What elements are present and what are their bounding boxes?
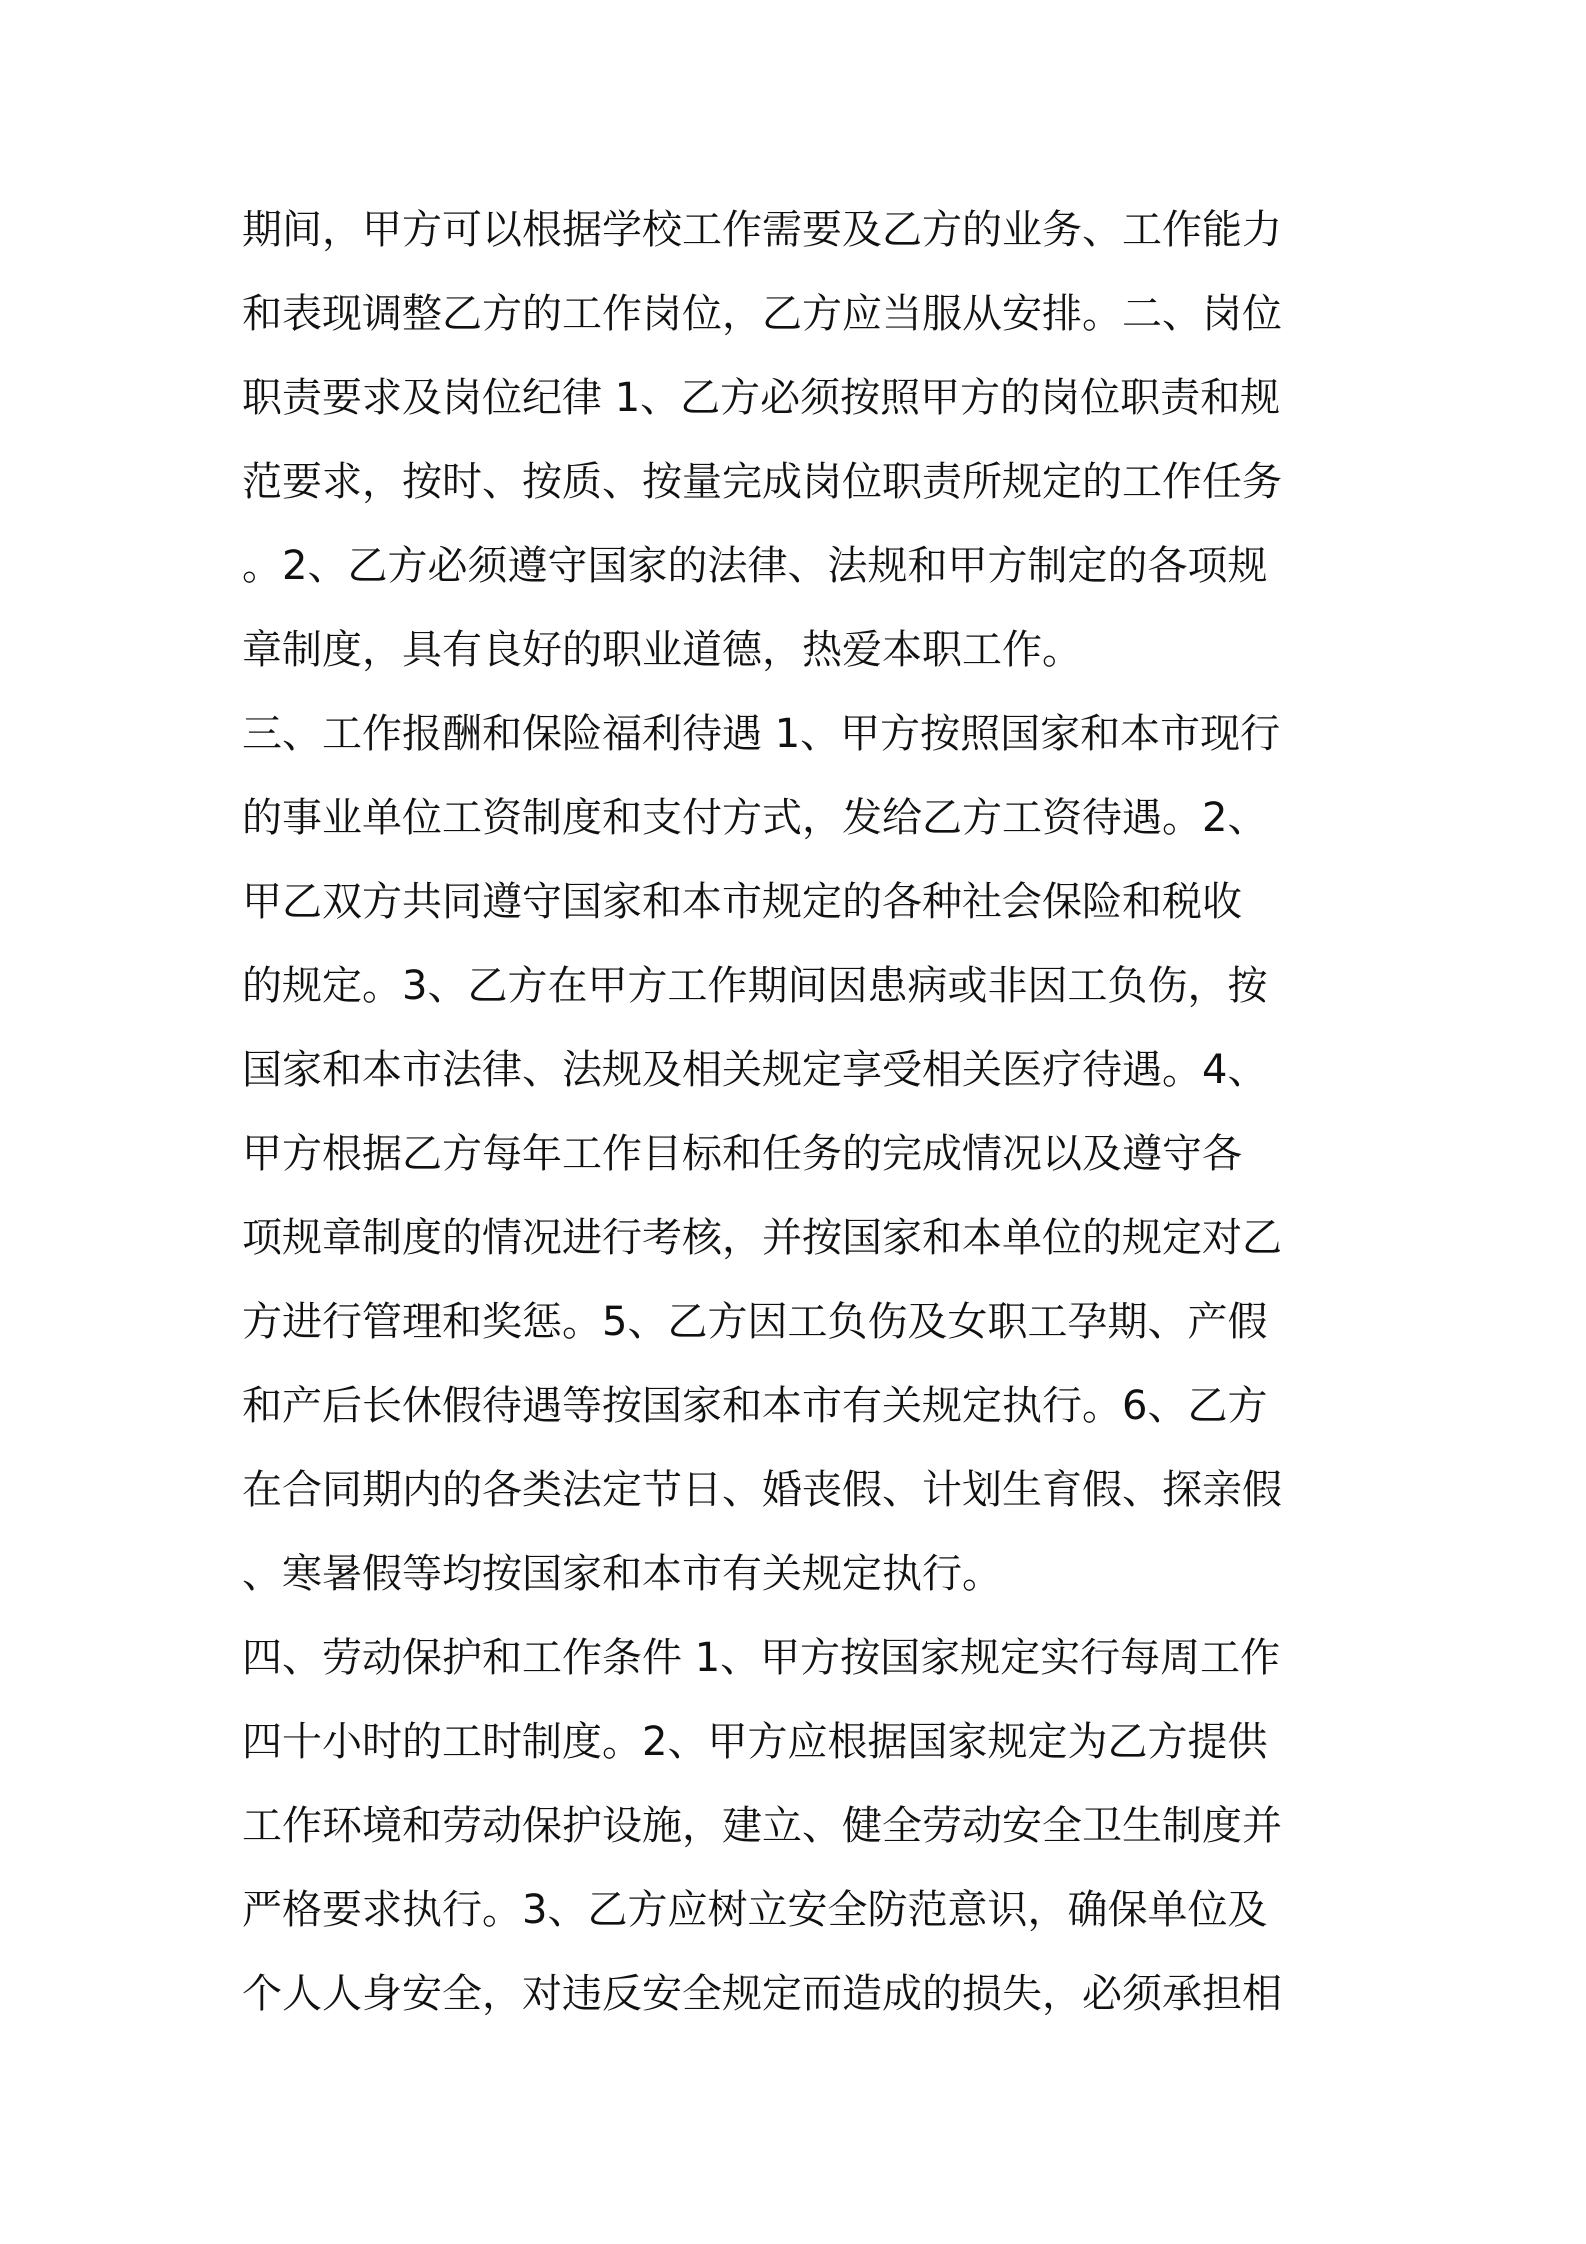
text-line-20: 工作环境和劳动保护设施，建立、健全劳动安全卫生制度并 <box>242 1803 1282 1849</box>
text-line-11: 国家和本市法律、法规及相关规定享受相关医疗待遇。4、 <box>242 1047 1268 1093</box>
text-line-18: 四、劳动保护和工作条件 1、甲方按国家规定实行每周工作 <box>242 1635 1281 1681</box>
text-line-5: 。2、乙方必须遵守国家的法律、法规和甲方制定的各项规 <box>242 543 1268 589</box>
text-line-9: 甲乙双方共同遵守国家和本市规定的各种社会保险和税收 <box>242 879 1242 925</box>
text-line-16: 在合同期内的各类法定节日、婚丧假、计划生育假、探亲假 <box>242 1467 1282 1513</box>
text-line-6: 章制度，具有良好的职业道德，热爱本职工作。 <box>242 627 1082 673</box>
text-line-19: 四十小时的工时制度。2、甲方应根据国家规定为乙方提供 <box>242 1719 1268 1765</box>
text-line-21: 严格要求执行。3、乙方应树立安全防范意识，确保单位及 <box>242 1887 1268 1933</box>
text-line-15: 和产后长休假待遇等按国家和本市有关规定执行。6、乙方 <box>242 1383 1268 1429</box>
text-line-1: 期间，甲方可以根据学校工作需要及乙方的业务、工作能力 <box>242 207 1282 253</box>
text-line-14: 方进行管理和奖惩。5、乙方因工负伤及女职工孕期、产假 <box>242 1299 1268 1345</box>
text-line-4: 范要求，按时、按质、按量完成岗位职责所规定的工作任务 <box>242 459 1282 505</box>
text-line-17: 、寒暑假等均按国家和本市有关规定执行。 <box>242 1551 1002 1597</box>
text-line-12: 甲方根据乙方每年工作目标和任务的完成情况以及遵守各 <box>242 1131 1242 1177</box>
text-line-2: 和表现调整乙方的工作岗位，乙方应当服从安排。二、岗位 <box>242 291 1282 337</box>
text-line-22: 个人人身安全，对违反安全规定而造成的损失，必须承担相 <box>242 1971 1282 2017</box>
text-line-3: 职责要求及岗位纪律 1、乙方必须按照甲方的岗位职责和规 <box>242 375 1281 421</box>
document-body <box>242 188 1362 2036</box>
text-line-7: 三、工作报酬和保险福利待遇 1、甲方按照国家和本市现行 <box>242 711 1281 757</box>
text-line-8: 的事业单位工资制度和支付方式，发给乙方工资待遇。2、 <box>242 795 1268 841</box>
text-line-10: 的规定。3、乙方在甲方工作期间因患病或非因工负伤，按 <box>242 963 1268 1009</box>
text-line-13: 项规章制度的情况进行考核，并按国家和本单位的规定对乙 <box>242 1215 1282 1261</box>
